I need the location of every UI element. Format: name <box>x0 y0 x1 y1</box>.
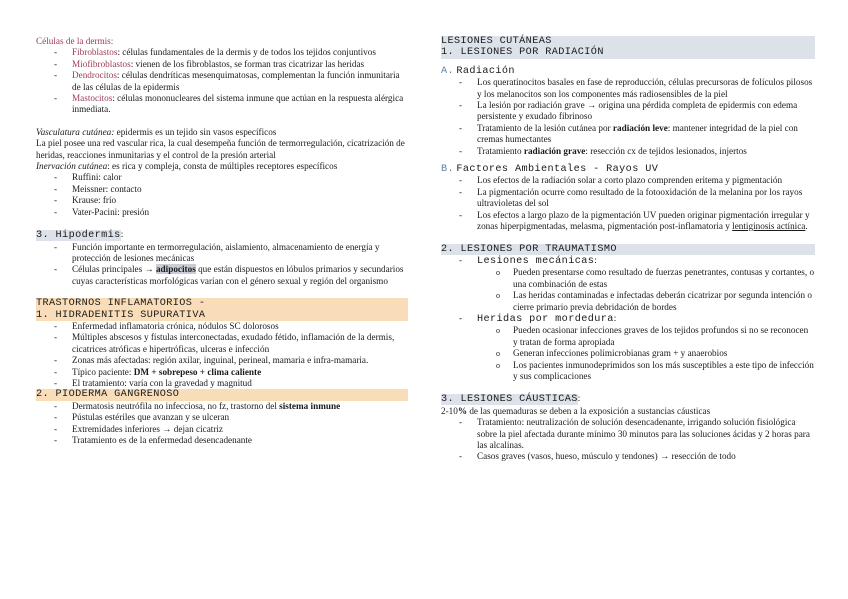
hipodermis-heading <box>36 229 408 241</box>
bold-text: DM + sobrepeso + clima caliente <box>133 366 262 377</box>
uv-subheading <box>441 163 815 175</box>
list-item: - Los queratinocitos basales en fase de reproducción, células precursoras de folículos pilosos y los melanocitos son los componentes más radiosensibles de la piel <box>441 77 815 100</box>
sub-list-item: o Las heridas contaminadas e infectadas deberán cicatrizar por segunda intención o cierre primario previa debridación de bordes <box>441 290 815 313</box>
list-item: - La pigmentación ocurre como resultado de la fotooxidación de la melanina por los rayos ultravioletas del sol <box>441 187 815 210</box>
left-column <box>36 36 408 446</box>
list-item: - Extremidades inferiores → dejan cicatriz <box>36 424 408 435</box>
vasculature-term: Vasculatura cutánea: <box>36 126 115 137</box>
list-item: - Pústulas estériles que avanzan y se ulceran <box>36 412 408 423</box>
caustic-heading <box>441 393 815 405</box>
list-item: - La lesión por radiación grave → origina una pérdida completa de epidermis con edema persistente y exudado fibrinoso <box>441 100 815 123</box>
list-item <box>441 123 815 146</box>
caustic-line <box>441 406 815 417</box>
disorders-title: TRASTORNOS INFLAMATORIOS - <box>36 298 408 309</box>
dermis-item <box>36 59 408 70</box>
subheading-title: Factores Ambientales - Rayos UV <box>456 164 659 176</box>
text: 2-10 <box>441 405 458 416</box>
sub-list-item: o Pueden ocasionar infecciones graves de los tejidos profundos si no se reconocen y tratan de forma apropiada <box>441 325 815 348</box>
desc: : células fundamentales de la dermis y de todos los tejidos conjuntivos <box>117 47 376 58</box>
hidradenitis-title: 1. HIDRADENITIS SUPURATIVA <box>36 310 408 321</box>
list-item: - Función importante en termorregulación, aislamiento, almacenamiento de energía y protección de lesiones mecánicas <box>36 242 408 265</box>
caustic-list <box>441 417 815 463</box>
dermis-cell-list <box>36 47 408 115</box>
list-item: - Los efectos de la radiación solar a corto plazo comprenden eritema y pigmentación <box>441 175 815 186</box>
list-item: - El tratamiento: varía con la gravedad y magnitud <box>36 378 408 389</box>
list-item <box>441 313 815 325</box>
pyoderma-title: 2. PIODERMA GANGRENOSO <box>36 389 408 400</box>
section-title: 3. Hipodermis <box>36 230 121 242</box>
section-title: 3. LESIONES CÁUSTICAS <box>441 394 578 406</box>
list-item <box>36 401 408 412</box>
vasculature-line <box>36 127 408 138</box>
letter: A. <box>441 65 455 77</box>
list-item: - Meissner: contacto <box>36 184 408 195</box>
sub-list-item: o Generan infecciones polimicrobianas gram + y anaerobios <box>441 348 815 359</box>
text: . <box>805 221 808 232</box>
bold-text: % <box>457 405 468 416</box>
text: Tratamiento <box>477 145 524 156</box>
pyoderma-list <box>36 401 408 447</box>
term: Miofibroblastos <box>72 58 131 69</box>
text: que están dispuestos en lóbulos primarios y secundarios cuyas características morfológicas varían con el género sexual y región del organismo <box>72 264 404 286</box>
underlined-text: lentiginosis actínica <box>732 221 806 232</box>
subheading-title: Lesiones mecánicas <box>477 255 595 267</box>
colon: : <box>613 312 617 323</box>
innervation-text: : es rica y compleja, consta de múltiples receptores específicos <box>107 161 338 172</box>
text: de las quemaduras se deben a la exposición a sustancias cáusticas <box>467 405 711 416</box>
colon: : <box>577 393 581 404</box>
desc: : vienen de los fibroblastos, se forman tras cicatrizar las heridas <box>130 58 365 69</box>
text: : mantener integridad de la piel con cremas humectantes <box>477 122 798 145</box>
term: Dendrocitos <box>72 70 117 81</box>
dermis-item <box>36 70 408 93</box>
list-item: - Vater-Pacini: presión <box>36 207 408 218</box>
vasculature-paragraph: La piel posee una red vascular rica, la cual desempeña función de termorregulación, cicatrización de heridas, reacciones inmunitarias y el control de la presión arterial <box>36 138 405 160</box>
list-item <box>441 255 815 267</box>
list-item <box>441 146 815 157</box>
radiation-subheading <box>441 65 815 77</box>
list-item: - Zonas más afectadas: región axilar, inguinal, perineal, mamaria e infra-mamaria. <box>36 355 408 366</box>
list-item: - Tratamiento es de la enfermedad desencadenante <box>36 435 408 446</box>
text: : resección cx de tejidos lesionados, injertos <box>585 145 747 156</box>
dermis-item <box>36 47 408 58</box>
desc: : células dendríticas mesenquimatosas, complementan la función inmunitaria de las células de la epidermis <box>72 70 400 92</box>
bold-text: radiación leve <box>612 122 668 133</box>
desc: : células mononucleares del sistema inmune que actúan en la respuesta alérgica inmediata. <box>72 93 404 115</box>
highlight: adipocitos <box>155 264 196 275</box>
trauma-title: 2. LESIONES POR TRAUMATISMO <box>441 244 815 255</box>
text: Tratamiento de la lesión cutánea por <box>477 122 613 133</box>
list-item: - Ruffini: calor <box>36 172 408 183</box>
list-item <box>441 210 815 233</box>
dermis-heading: Células de la dermis: <box>36 36 114 46</box>
innervation-line <box>36 161 408 172</box>
trauma-list <box>441 255 815 382</box>
colon: : <box>120 229 124 240</box>
radiation-title: 1. LESIONES POR RADIACIÓN <box>441 47 815 58</box>
hipodermis-list <box>36 242 408 288</box>
term: Mastocitos <box>72 93 113 104</box>
dermis-item <box>36 93 408 116</box>
list-item: - Tratamiento: neutralización de solución desencadenante, irrigando solución fisiológica sobre la piel afectada durante mínimo 30 minutos para las soluciones ácidas y 2 horas para las alcalinas. <box>441 417 815 451</box>
sub-list-item: o Pueden presentarse como resultado de fuerzas penetrantes, contusas y cortantes, o una combinación de estas <box>441 267 815 290</box>
colon: : <box>594 254 597 265</box>
term: Fibroblastos <box>72 47 118 58</box>
list-item: - Enfermedad inflamatoria crónica, nódulos SC dolorosos <box>36 321 408 332</box>
subheading-title: Heridas por mordedura <box>477 313 614 325</box>
text: Típico paciente: <box>72 366 134 377</box>
sub-list-item: o Los pacientes inmunodeprimidos son los más susceptibles a este tipo de infección y sus complicaciones <box>441 360 815 383</box>
receptor-list <box>36 172 408 218</box>
letter: B. <box>441 164 455 176</box>
list-item <box>36 367 408 378</box>
hidradenitis-list <box>36 321 408 389</box>
subheading-title: Radiación <box>456 65 515 77</box>
list-item <box>36 264 408 287</box>
text: Los efectos a largo plazo de la pigmentación UV pueden originar pigmentación irregular y zonas hiperpigmentadas, melasma, pigmentación post-inflamatoria y <box>477 209 810 232</box>
vasculature-text: epidermis es un tejido sin vasos específicos <box>114 126 277 137</box>
right-column <box>441 36 815 463</box>
list-item: - Krause: frío <box>36 195 408 206</box>
innervation-term: Inervación cutánea <box>36 161 108 172</box>
radiation-list <box>441 77 815 157</box>
list-item: - Casos graves (vasos, hueso, músculo y tendones) → resección de todo <box>441 451 815 462</box>
bold-text: radiación grave <box>523 145 586 156</box>
uv-list <box>441 175 815 232</box>
text: Células principales → <box>72 264 156 275</box>
lesions-title: LESIONES CUTÁNEAS <box>441 36 815 47</box>
bold-text: sistema inmune <box>279 400 341 411</box>
list-item: - Múltiples abscesos y fístulas interconectadas, exudado fétido, inflamación de la dermis, cicatrices atróficas e hipertróficas, ulceras e infección <box>36 332 408 355</box>
text: Dermatosis neutrófila no infecciosa, no fz, trastorno del <box>72 400 280 411</box>
